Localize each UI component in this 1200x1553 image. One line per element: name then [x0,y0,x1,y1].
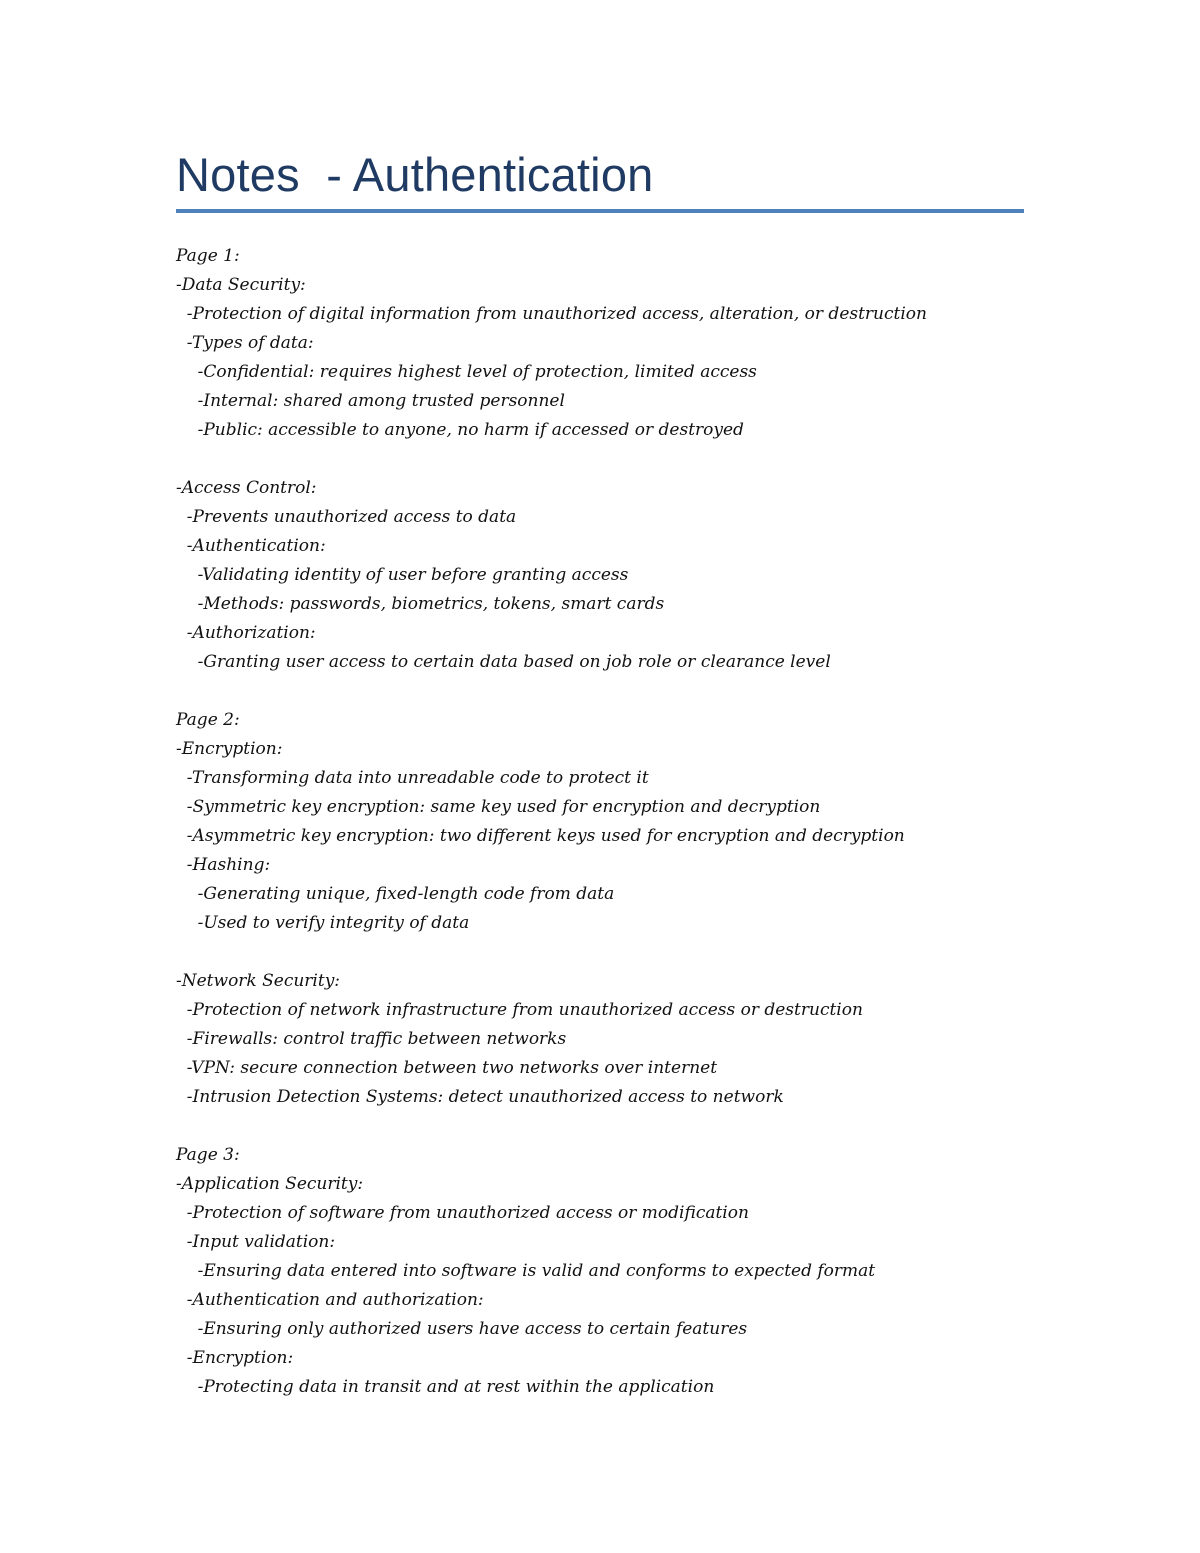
note-line: -Ensuring only authorized users have access to certain features [176,1319,748,1339]
blank-line [176,938,1024,967]
note-line: -VPN: secure connection between two networks over internet [176,1058,718,1078]
note-line: -Used to verify integrity of data [176,913,470,933]
note-line: -Asymmetric key encryption: two different keys used for encryption and decryption [176,826,905,846]
note-line: -Firewalls: control traffic between networks [176,1029,567,1049]
document-title: Notes - Authentication [176,148,654,201]
section-heading: -Encryption: [176,739,283,759]
note-line: -Confidential: requires highest level of protection, limited access [176,362,757,382]
page-heading: Page 2: [176,710,240,730]
note-line: -Prevents unauthorized access to data [176,507,517,527]
note-line: -Methods: passwords, biometrics, tokens, smart cards [176,594,665,614]
note-line: -Types of data: [176,333,314,353]
note-line: -Intrusion Detection Systems: detect unauthorized access to network [176,1087,784,1107]
note-line: -Validating identity of user before granting access [176,565,629,585]
note-line: -Ensuring data entered into software is valid and conforms to expected format [176,1261,876,1281]
page-heading: Page 3: [176,1145,240,1165]
note-line: -Authentication: [176,536,326,556]
note-line: -Protection of network infrastructure from unauthorized access or destruction [176,1000,863,1020]
note-line: -Encryption: [176,1348,294,1368]
notes-body [176,242,1024,1402]
section-heading: -Data Security: [176,275,306,295]
note-line: -Authorization: [176,623,316,643]
blank-line [176,1112,1024,1141]
section-heading: -Application Security: [176,1174,364,1194]
page-heading: Page 1: [176,246,240,266]
title-underline [176,209,1024,213]
note-line: -Hashing: [176,855,271,875]
note-line: -Authentication and authorization: [176,1290,484,1310]
note-line: -Symmetric key encryption: same key used for encryption and decryption [176,797,821,817]
note-line: -Transforming data into unreadable code to protect it [176,768,649,788]
note-line: -Granting user access to certain data based on job role or clearance level [176,652,831,672]
note-line: -Generating unique, fixed-length code from data [176,884,615,904]
note-line: -Protection of digital information from unauthorized access, alteration, or destruction [176,304,927,324]
note-line: -Input validation: [176,1232,336,1252]
note-line: -Protection of software from unauthorized access or modification [176,1203,749,1223]
section-heading: -Access Control: [176,478,317,498]
note-line: -Internal: shared among trusted personnel [176,391,565,411]
blank-line [176,677,1024,706]
note-line: -Public: accessible to anyone, no harm if accessed or destroyed [176,420,744,440]
section-heading: -Network Security: [176,971,341,991]
blank-line [176,445,1024,474]
note-line: -Protecting data in transit and at rest within the application [176,1377,715,1397]
